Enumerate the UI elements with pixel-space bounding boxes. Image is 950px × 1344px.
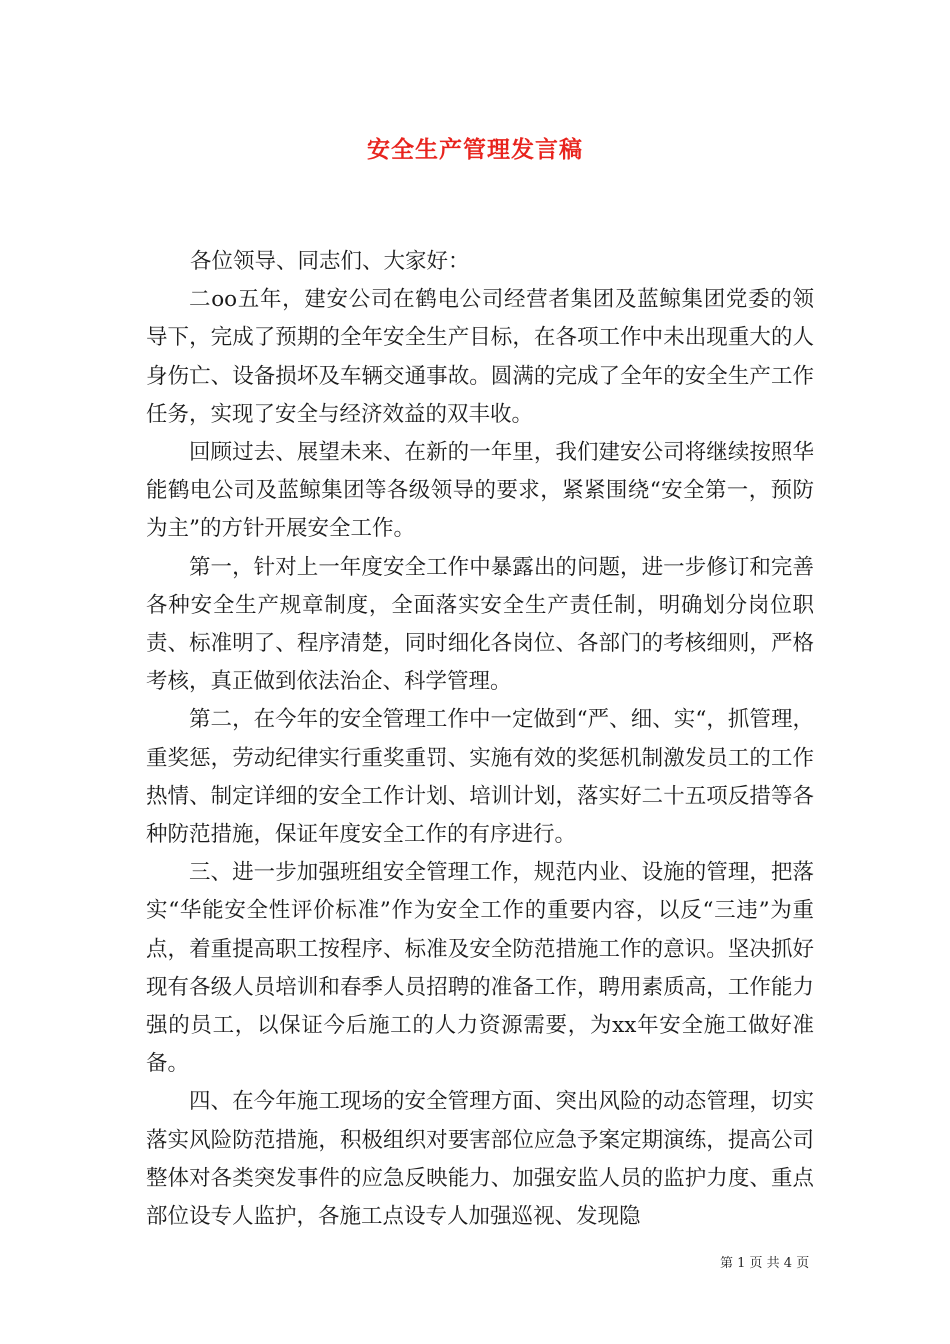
paragraph-5: 三、进一步加强班组安全管理工作，规范内业、设施的管理，把落实“华能安全性评价标准”作为安全工作的重要内容，以反“三违”为重点，着重提高职工按程序、标准及安全防范措施工作的意识。坚决抓好现有各级人员培训和春季人员招聘的准备工作，聘用素质高，工作能力强的员工，以保证今后施工的人力资源需要，为xx年安全施工做好准备。 <box>146 860 814 1077</box>
paragraph-1: 二oo五年，建安公司在鹤电公司经营者集团及蓝鲸集团党委的领导下，完成了预期的全年安全生产目标，在各项工作中未出现重大的人身伤亡、设备损坏及车辆交通事故。圆满的完成了全年的安全生产工作任务，实现了安全与经济效益的双丰收。 <box>146 287 814 427</box>
paragraph-3: 第一，针对上一年度安全工作中暴露出的问题，进一步修订和完善各种安全生产规章制度，全面落实安全生产责任制，明确划分岗位职责、标准明了、程序清楚，同时细化各岗位、各部门的考核细则，严格考核，真正做到依法治企、科学管理。 <box>146 554 814 695</box>
paragraph-2: 回顾过去、展望未来、在新的一年里，我们建安公司将继续按照华能鹤电公司及蓝鲸集团等各级领导的要求，紧紧围绕“安全第一，预防为主”的方针开展安全工作。 <box>146 440 814 542</box>
greeting: 各位领导、同志们、大家好： <box>190 249 470 274</box>
paragraph-4: 第二，在今年的安全管理工作中一定做到“严、细、实“，抓管理，重奖惩，劳动纪律实行重奖重罚、实施有效的奖惩机制激发员工的工作热情、制定详细的安全工作计划、培训计划，落实好二十五项反措等各种防范措施，保证年度安全工作的有序进行。 <box>146 707 814 848</box>
page-footer: 第 1 页 共 4 页 <box>720 1256 810 1271</box>
document-body <box>146 243 814 1236</box>
paragraph-6: 四、在今年施工现场的安全管理方面、突出风险的动态管理，切实落实风险防范措施，积极组织对要害部位应急予案定期演练，提高公司整体对各类突发事件的应急反映能力、加强安监人员的监护力度、重点部位设专人监护，各施工点设专人加强巡视、发现隐 <box>146 1089 814 1230</box>
page-title: 安全生产管理发言稿 <box>367 136 583 163</box>
